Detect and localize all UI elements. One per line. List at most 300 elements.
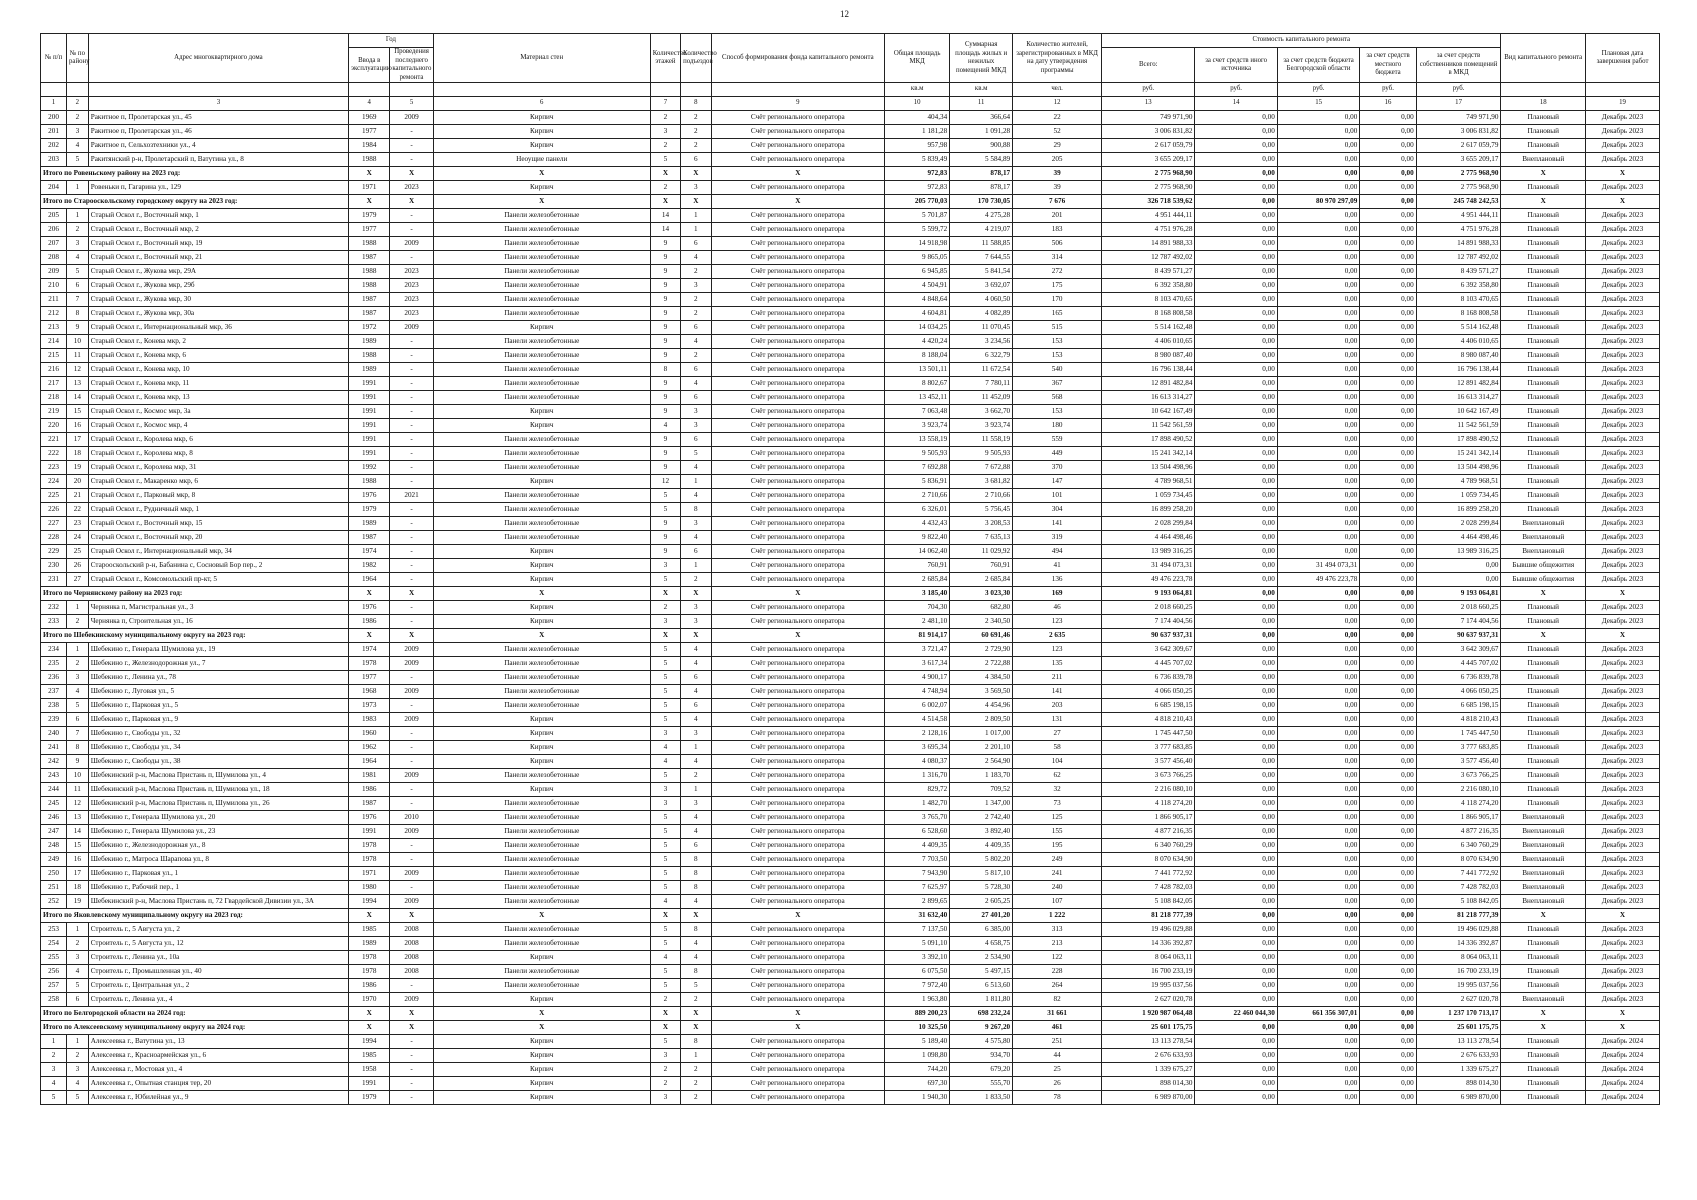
table-row [41,111,1660,125]
table-cell: 5 836,91 [885,475,950,489]
table-cell: 3 569,50 [950,685,1013,699]
table-row [41,937,1660,951]
subtotal-cell: 0,00 [1360,629,1416,643]
table-cell: 7 972,40 [885,979,950,993]
table-cell: 0,00 [1360,139,1416,153]
table-cell: 2009 [390,769,433,783]
table-cell: 2 018 660,25 [1102,601,1195,615]
table-cell: Декабрь 2024 [1586,1049,1660,1063]
subtotal-label: Итого по Старооскольскому городскому округу на 2023 год: [41,195,349,209]
table-cell: 4 [681,825,711,839]
table-cell: 125 [1013,811,1102,825]
table-cell: Счёт регионального оператора [711,797,885,811]
table-cell: 313 [1013,923,1102,937]
table-cell: Старый Оскол г., Интернациональный мкр, 36 [88,321,348,335]
table-cell: 4 900,17 [885,671,950,685]
table-cell: Панели железобетонные [433,671,650,685]
table-row [41,279,1660,293]
table-cell: 6 322,79 [950,349,1013,363]
table-cell: 1976 [349,811,390,825]
subtotal-cell: X [711,167,885,181]
table-cell: 13 [67,377,89,391]
table-cell: 0,00 [1277,713,1359,727]
table-cell: 0,00 [1360,461,1416,475]
table-cell: 21 [67,489,89,503]
table-cell: 0,00 [1360,181,1416,195]
table-cell: 0,00 [1277,839,1359,853]
table-cell: Плановый [1501,209,1586,223]
table-cell: Кирпич [433,1091,650,1105]
table-row [41,391,1660,405]
table-cell: 0,00 [1360,993,1416,1007]
table-cell: 0,00 [1360,979,1416,993]
table-cell: Плановый [1501,405,1586,419]
table-cell: Старый Оскол г., Макаренко мкр, 6 [88,475,348,489]
table-cell: 1988 [349,349,390,363]
subtotal-cell: X [390,195,433,209]
subtotal-cell: 0,00 [1195,1021,1277,1035]
table-cell: 3 [650,559,680,573]
table-cell: 206 [41,223,67,237]
table-cell: Счёт регионального оператора [711,209,885,223]
table-cell: 4 [67,1077,89,1091]
unit-cell: руб. [1360,83,1416,97]
table-cell: Старый Оскол г., Жукова мкр, 30а [88,307,348,321]
table-cell: Старооскольский р-н, Бабанина с, Сосновый Бор пер., 2 [88,559,348,573]
table-cell: 1994 [349,895,390,909]
subtotal-cell: X [1501,1021,1586,1035]
table-cell: 0,00 [1360,755,1416,769]
table-cell: 5 [650,853,680,867]
table-cell: 2 [681,125,711,139]
table-cell: 0,00 [1277,825,1359,839]
table-cell: 0,00 [1360,321,1416,335]
table-cell: 6 [681,237,711,251]
table-cell: 256 [41,965,67,979]
table-cell: 11 [67,783,89,797]
table-cell: 13 504 498,96 [1102,461,1195,475]
table-cell: Счёт регионального оператора [711,531,885,545]
table-cell: 223 [41,461,67,475]
table-cell: 237 [41,685,67,699]
table-cell: 744,20 [885,1063,950,1077]
table-cell: 44 [1013,1049,1102,1063]
table-cell: Шебекинский р-н, Маслова Пристань п, Шумилова ул., 4 [88,769,348,783]
table-cell: 2 710,66 [950,489,1013,503]
table-cell: Декабрь 2023 [1586,573,1660,587]
table-body [41,111,1660,1105]
table-cell: 8 980 087,40 [1416,349,1501,363]
table-cell: Декабрь 2023 [1586,405,1660,419]
table-cell: Плановый [1501,671,1586,685]
table-cell: - [390,475,433,489]
table-cell: 6 528,60 [885,825,950,839]
table-cell: 0,00 [1277,895,1359,909]
table-cell: 2023 [390,307,433,321]
table-cell: 2 [41,1049,67,1063]
table-cell: Декабрь 2023 [1586,727,1660,741]
subtotal-cell: 2 635 [1013,629,1102,643]
table-cell: Алексеевка г., Юбилейная ул., 9 [88,1091,348,1105]
table-cell: 9 [650,349,680,363]
table-cell: 1964 [349,573,390,587]
table-row [41,783,1660,797]
table-cell: Счёт регионального оператора [711,349,885,363]
column-number: 19 [1586,97,1660,111]
table-cell: Шебекино г., Свободы ул., 32 [88,727,348,741]
table-cell: 5 [67,265,89,279]
table-cell: 218 [41,391,67,405]
table-cell: 13 452,11 [885,391,950,405]
subtotal-cell: X [1586,629,1660,643]
table-cell: Счёт регионального оператора [711,643,885,657]
subtotal-cell: 60 691,46 [950,629,1013,643]
table-cell: 6 385,00 [950,923,1013,937]
table-cell: 0,00 [1195,671,1277,685]
table-cell: 2 676 633,93 [1102,1049,1195,1063]
table-cell: 0,00 [1360,1035,1416,1049]
table-cell: 3 777 683,85 [1416,741,1501,755]
table-cell: 5 [650,923,680,937]
table-cell: 14 891 988,33 [1102,237,1195,251]
table-cell: 2 [67,111,89,125]
subtotal-cell: X [433,587,650,601]
table-cell: 1979 [349,1091,390,1105]
table-cell: - [390,391,433,405]
table-cell: 5 [650,825,680,839]
table-cell: 0,00 [1360,307,1416,321]
table-cell: 241 [1013,867,1102,881]
table-cell: Панели железобетонные [433,377,650,391]
table-cell: Панели железобетонные [433,657,650,671]
table-cell: Декабрь 2023 [1586,363,1660,377]
table-cell: 2009 [390,713,433,727]
table-cell: 4 [650,419,680,433]
table-cell: 25 [1013,1063,1102,1077]
table-cell: 11 542 561,59 [1416,419,1501,433]
table-cell: Счёт регионального оператора [711,153,885,167]
table-cell: 9 [650,237,680,251]
table-cell: 4 080,37 [885,755,950,769]
table-cell: Бывшие общежития [1501,559,1586,573]
table-cell: Плановый [1501,797,1586,811]
table-cell: 6 392 358,80 [1102,279,1195,293]
table-row [41,419,1660,433]
table-cell: Декабрь 2023 [1586,895,1660,909]
table-cell: Плановый [1501,475,1586,489]
table-cell: 1 347,00 [950,797,1013,811]
table-cell: 5 [650,979,680,993]
table-cell: 2 [681,349,711,363]
table-cell: 203 [1013,699,1102,713]
table-cell: 6 326,01 [885,503,950,517]
table-cell: 3 006 831,82 [1416,125,1501,139]
table-cell: 211 [41,293,67,307]
table-cell: 23 [67,517,89,531]
table-cell: 0,00 [1277,265,1359,279]
table-cell: 898 014,30 [1102,1077,1195,1091]
subtotal-cell: 245 748 242,53 [1416,195,1501,209]
table-cell: Панели железобетонные [433,867,650,881]
table-cell: 9 [650,391,680,405]
table-cell: - [390,979,433,993]
table-cell: Счёт регионального оператора [711,279,885,293]
table-cell: 9 865,05 [885,251,950,265]
table-cell: 205 [41,209,67,223]
table-cell: Плановый [1501,293,1586,307]
table-cell: 1991 [349,825,390,839]
table-cell: 0,00 [1195,727,1277,741]
table-cell: 9 505,93 [885,447,950,461]
table-cell: 1 866 905,17 [1102,811,1195,825]
table-cell: 210 [41,279,67,293]
table-cell: 2009 [390,237,433,251]
table-cell: Строитель г., Центральная ул., 2 [88,979,348,993]
table-cell: 2 809,50 [950,713,1013,727]
table-cell: 4 [681,755,711,769]
table-cell: Ракитное п, Сельхозтехники ул., 4 [88,139,348,153]
column-number: 10 [885,97,950,111]
table-cell: 4 082,89 [950,307,1013,321]
subtotal-cell: X [1501,909,1586,923]
table-cell: 5 817,10 [950,867,1013,881]
table-cell: 0,00 [1277,769,1359,783]
table-cell: 264 [1013,979,1102,993]
table-cell: Кирпич [433,783,650,797]
table-row [41,125,1660,139]
table-cell: 0,00 [1195,293,1277,307]
table-cell: 4 [681,951,711,965]
table-cell: 1992 [349,461,390,475]
table-cell: 3 006 831,82 [1102,125,1195,139]
table-cell: 0,00 [1360,223,1416,237]
table-cell: Ровеньки п, Гагарина ул., 129 [88,181,348,195]
table-cell: 0,00 [1360,1091,1416,1105]
table-cell: 2023 [390,293,433,307]
table-cell: Старый Оскол г., Космос мкр, 4 [88,419,348,433]
subtotal-cell: X [711,587,885,601]
table-cell: Шебекино г., Парковая ул., 1 [88,867,348,881]
table-cell: Внеплановый [1501,825,1586,839]
table-cell: Декабрь 2023 [1586,685,1660,699]
table-cell: 2023 [390,265,433,279]
table-cell: Строитель г., 5 Августа ул., 12 [88,937,348,951]
table-cell: 6 [681,433,711,447]
table-cell: Декабрь 2023 [1586,783,1660,797]
table-cell: 12 [67,797,89,811]
table-cell: 123 [1013,643,1102,657]
table-cell: Декабрь 2023 [1586,475,1660,489]
table-cell: 225 [41,489,67,503]
table-cell: 0,00 [1195,993,1277,1007]
table-cell: 2 617 059,79 [1102,139,1195,153]
table-cell: 2009 [390,657,433,671]
table-cell: 0,00 [1360,923,1416,937]
table-cell: 175 [1013,279,1102,293]
table-cell: Панели железобетонные [433,937,650,951]
table-cell: Плановый [1501,419,1586,433]
table-cell: 6 340 760,29 [1416,839,1501,853]
table-cell: Декабрь 2023 [1586,601,1660,615]
table-cell: 14 034,25 [885,321,950,335]
table-cell: 221 [41,433,67,447]
table-cell: 5 [67,153,89,167]
table-cell: 0,00 [1195,699,1277,713]
table-cell: 7 644,55 [950,251,1013,265]
table-cell: 22 [1013,111,1102,125]
table-cell: 234 [41,643,67,657]
table-cell: 0,00 [1277,601,1359,615]
subtotal-cell: X [1586,167,1660,181]
table-cell: 1 091,28 [950,125,1013,139]
table-cell: 1978 [349,965,390,979]
column-number: 6 [433,97,650,111]
subtotal-row [41,587,1660,601]
table-cell: 29 [1013,139,1102,153]
table-cell: Кирпич [433,1035,650,1049]
table-cell: 679,20 [950,1063,1013,1077]
table-cell: 244 [41,783,67,797]
table-cell: Декабрь 2024 [1586,1091,1660,1105]
table-cell: Строитель г., Ленина ул., 10а [88,951,348,965]
subtotal-cell: X [681,629,711,643]
table-cell: 2 [681,993,711,1007]
table-cell: 0,00 [1360,741,1416,755]
table-cell: 224 [41,475,67,489]
table-cell: Счёт регионального оператора [711,503,885,517]
table-cell: 123 [1013,615,1102,629]
table-cell: 0,00 [1195,475,1277,489]
table-cell: 165 [1013,307,1102,321]
table-cell: 10 [67,769,89,783]
table-cell: Счёт регионального оператора [711,433,885,447]
table-cell: 3 [67,671,89,685]
table-cell: 0,00 [1360,531,1416,545]
table-cell: - [390,1077,433,1091]
table-cell: 5 [650,573,680,587]
table-cell: 555,70 [950,1077,1013,1091]
table-cell: Ракитное п, Пролетарская ул., 45 [88,111,348,125]
table-cell: 0,00 [1195,307,1277,321]
table-cell: Плановый [1501,307,1586,321]
table-cell: 5 802,20 [950,853,1013,867]
table-cell: Панели железобетонные [433,965,650,979]
table-cell: 2008 [390,923,433,937]
table-cell: Счёт регионального оператора [711,265,885,279]
table-cell: Плановый [1501,237,1586,251]
table-cell: 3 577 456,40 [1416,755,1501,769]
table-cell: 214 [41,335,67,349]
table-cell: Счёт регионального оператора [711,559,885,573]
table-cell: - [390,1063,433,1077]
subtotal-cell: 0,00 [1277,587,1359,601]
table-cell: 6 [681,699,711,713]
table-row [41,853,1660,867]
col-year-repair: Проведения последнего капитального ремонта [390,48,433,83]
table-cell: 3 655 209,17 [1102,153,1195,167]
table-cell: 200 [41,111,67,125]
subtotal-cell: X [650,629,680,643]
table-cell: 0,00 [1195,755,1277,769]
table-cell: 0,00 [1277,951,1359,965]
table-row [41,573,1660,587]
table-cell: 2 605,25 [950,895,1013,909]
table-cell: 8 [67,741,89,755]
subtotal-cell: X [349,195,390,209]
table-cell: 314 [1013,251,1102,265]
table-row [41,503,1660,517]
table-cell: 2 018 660,25 [1416,601,1501,615]
table-cell: Панели железобетонные [433,923,650,937]
subtotal-label: Итого по Белгородской области на 2024 год: [41,1007,349,1021]
table-cell: Декабрь 2023 [1586,517,1660,531]
table-cell: 1 [67,643,89,657]
table-cell: 5 [650,965,680,979]
table-cell: 2 775 968,90 [1416,181,1501,195]
table-cell: Кирпич [433,727,650,741]
table-cell: - [390,419,433,433]
table-cell: 1985 [349,1049,390,1063]
table-cell: - [390,699,433,713]
table-cell: Шебекино г., Ленина ул., 78 [88,671,348,685]
table-cell: 709,52 [950,783,1013,797]
table-cell: Счёт регионального оператора [711,811,885,825]
table-cell: 5 [681,979,711,993]
subtotal-cell: 90 637 937,31 [1416,629,1501,643]
table-cell: 0,00 [1277,419,1359,433]
table-cell: 3 [67,951,89,965]
table-cell: 1989 [349,937,390,951]
table-cell: 0,00 [1360,153,1416,167]
table-cell: 0,00 [1360,209,1416,223]
table-cell: 0,00 [1277,881,1359,895]
table-cell: 2 685,84 [885,573,950,587]
table-cell: 0,00 [1360,279,1416,293]
table-cell: 141 [1013,517,1102,531]
table-cell: 3 [650,797,680,811]
table-cell: 5 [67,979,89,993]
table-cell: 2 [67,937,89,951]
table-cell: Старый Оскол г., Жукова мкр, 29б [88,279,348,293]
table-cell: 0,00 [1277,363,1359,377]
column-number: 18 [1501,97,1586,111]
table-row [41,979,1660,993]
column-number: 4 [349,97,390,111]
table-cell: Панели железобетонные [433,517,650,531]
table-cell: 1 811,80 [950,993,1013,1007]
column-number: 7 [650,97,680,111]
table-cell: 8 [650,363,680,377]
subtotal-cell: 461 [1013,1021,1102,1035]
table-cell: 6 736 839,78 [1416,671,1501,685]
table-cell: Плановый [1501,1035,1586,1049]
table-cell: Счёт регионального оператора [711,377,885,391]
table-cell: 9 [650,335,680,349]
table-cell: 216 [41,363,67,377]
table-cell: Декабрь 2023 [1586,699,1660,713]
table-cell: Плановый [1501,1077,1586,1091]
table-cell: 3 [650,727,680,741]
table-cell: 8 070 634,90 [1102,853,1195,867]
subtotal-cell: 25 601 175,75 [1416,1021,1501,1035]
table-cell: 0,00 [1360,615,1416,629]
table-cell: Кирпич [433,111,650,125]
table-cell: 1971 [349,867,390,881]
table-cell: Счёт регионального оператора [711,293,885,307]
table-cell: 0,00 [1360,965,1416,979]
table-row [41,1063,1660,1077]
table-cell: 11 558,19 [950,433,1013,447]
